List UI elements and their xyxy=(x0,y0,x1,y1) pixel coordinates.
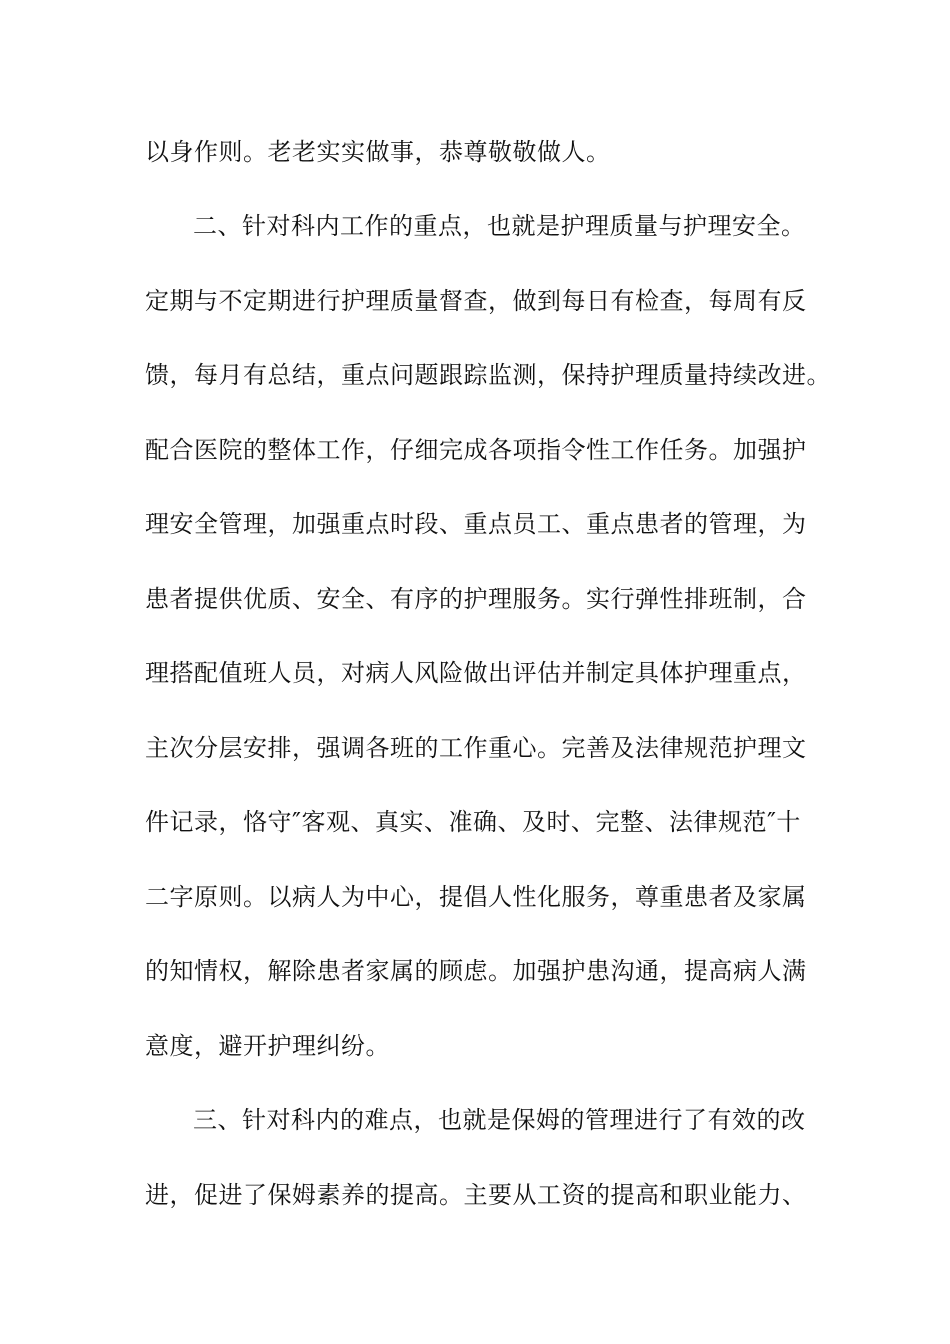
text-line: 理搭配值班人员，对病人风险做出评估并制定具体护理重点， xyxy=(145,659,807,687)
text-line: 进，促进了保姆素养的提高。主要从工资的提高和职业能力、 xyxy=(145,1181,807,1209)
text-line: 意度，避开护理纠纷。 xyxy=(145,1032,390,1060)
section-heading-3: 三、针对科内的难点，也就是保姆的管理进行了有效的改 xyxy=(193,1106,806,1134)
text-line: 二字原则。以病人为中心，提倡人性化服务，尊重患者及家属 xyxy=(145,883,807,911)
text-line: 患者提供优质、安全、有序的护理服务。实行弹性排班制，合 xyxy=(145,585,807,613)
text-line: 馈，每月有总结，重点问题跟踪监测，保持护理质量持续改进。 xyxy=(145,361,831,389)
text-line: 配合医院的整体工作，仔细完成各项指令性工作任务。加强护 xyxy=(145,436,807,464)
text-line: 的知情权，解除患者家属的顾虑。加强护患沟通，提高病人满 xyxy=(145,957,807,985)
text-line: 定期与不定期进行护理质量督查，做到每日有检查，每周有反 xyxy=(145,287,807,315)
text-line: 以身作则。老老实实做事，恭尊敬敬做人。 xyxy=(145,138,611,166)
text-line: 理安全管理，加强重点时段、重点员工、重点患者的管理，为 xyxy=(145,510,807,538)
text-line: 主次分层安排，强调各班的工作重心。完善及法律规范护理文 xyxy=(145,734,807,762)
text-line: 件记录，恪守″客观、真实、准确、及时、完整、法律规范″十 xyxy=(145,808,801,836)
section-heading-2: 二、针对科内工作的重点，也就是护理质量与护理安全。 xyxy=(193,212,806,240)
